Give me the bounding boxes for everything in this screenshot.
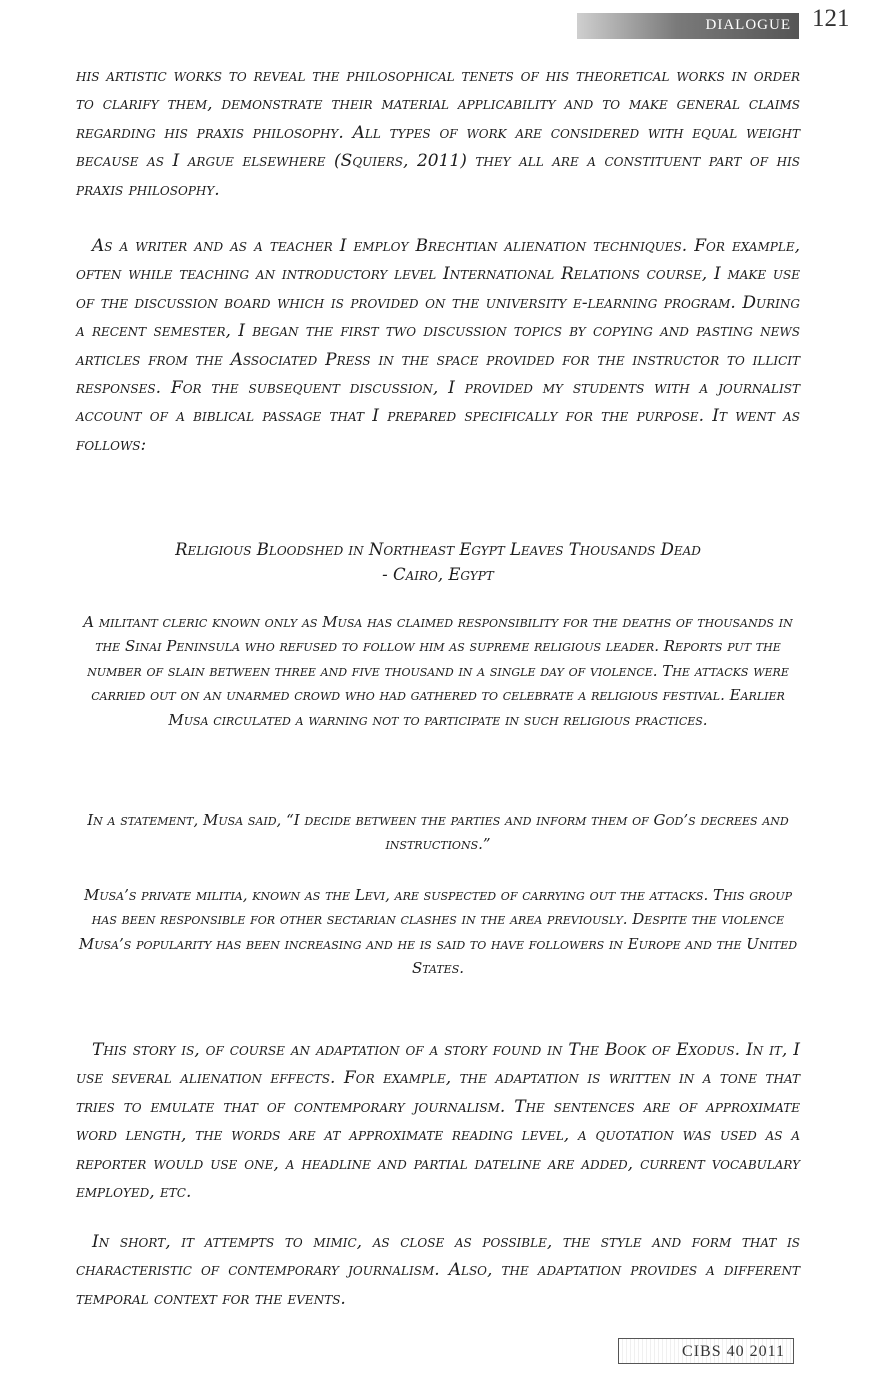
body-paragraph: In short, it attempts to mimic, as close as possible, the style and form that is characteristic of contemporary journalism. Also, the adaptation provides a different temporal context for the events. [76,1232,800,1309]
body-paragraph: his artistic works to reveal the philosophical tenets of his theoretical works in order to clarify them, demonstrate their material applicability and to make general claims regarding his praxis philosophy. All types of work are considered with equal weight because as I argue elsewhere (Squiers, 2011) they all are a constituent part of his praxis philosophy. [76,66,800,200]
article-dateline: - Cairo, Egypt [382,565,494,584]
article-paragraph: A militant cleric known only as Musa has claimed responsibility for the deaths of thousands in the Sinai Peninsula who refused to follow him as supreme religious leader. Reports put the number of slain between three and five thousand in a single day of violence. The attacks were carried out on an unarmed crowd who had gathered to celebrate a religious festival. Earlier Musa circulated a warning not to participate in such religious practices. [83,613,793,729]
section-header-tab [577,13,799,39]
article-headline: Religious Bloodshed in Northeast Egypt Leaves Thousands Dead [175,540,701,559]
body-paragraph: As a writer and as a teacher I employ Brechtian alienation techniques. For example, often while teaching an introductory level International Relations course, I make use of the discussion board which is provided on the university e-learning program. During a recent semester, I began the first two discussion topics by copying and pasting news articles from the Associated Press in the space provided for the instructor to illicit responses. For the subsequent discussion, I provided my students with a journalist account of a biblical passage that I prepared specifically for the purpose. It went as follows: [76,236,800,455]
article-paragraph: Musa’s private militia, known as the Levi, are suspected of carrying out the attacks. This group has been responsible for other sectarian clashes in the area previously. Despite the violence Musa’s popularity has been increasing and he is said to have followers in Europe and the United States. [78,886,798,978]
body-paragraph: This story is, of course an adaptation of a story found in The Book of Exodus. In it, I use several alienation effects. For example, the adaptation is written in a tone that tries to emulate that of contemporary journalism. The sentences are of approximate word length, the words are at approximate reading level, a quotation was used as a reporter would use one, a headline and partial dateline are added, current vocabulary employed, etc. [76,1040,800,1203]
journal-footer-label: CIBS 40 2011 [618,1338,794,1364]
section-label: DIALOGUE [705,17,791,33]
article-headline-block [76,537,800,587]
page-number: 121 [812,5,850,32]
article-paragraph: In a statement, Musa said, “I decide between the parties and inform them of God’s decrees and instructions.” [87,811,789,854]
